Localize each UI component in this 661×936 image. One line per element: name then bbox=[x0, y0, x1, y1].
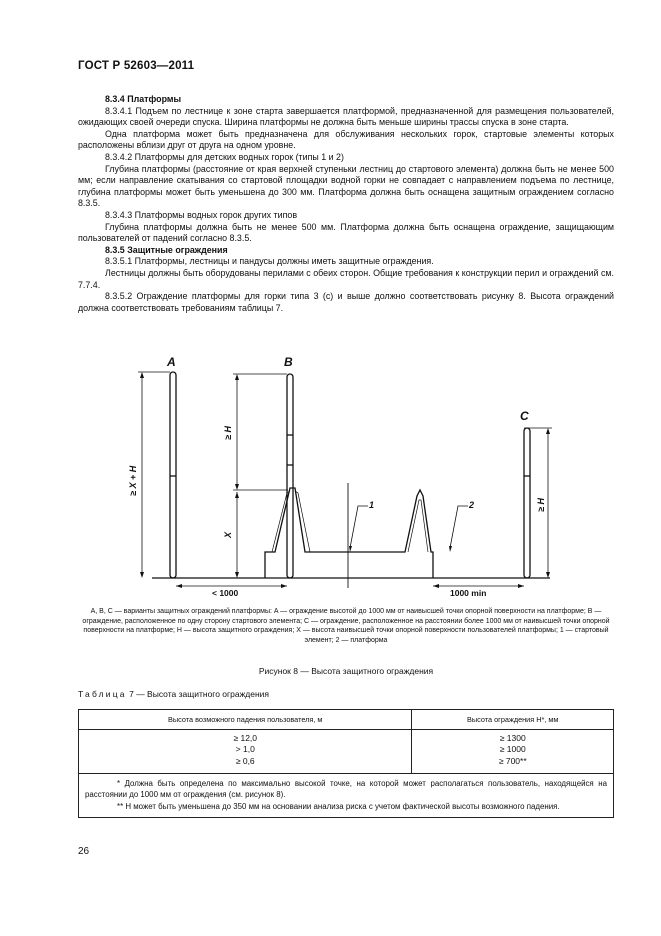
paragraph: 8.3.4.1 Подъем по лестнице к зоне старта завершается платформой, предназначенной для размещения пользователей, ожидающих своей очереди спуска. Ширина платформы не должна быть меньше ширины трассы спуска в зоне старта. bbox=[78, 105, 614, 128]
cell-value: ≥ 12,0 bbox=[233, 733, 258, 743]
paragraph: Лестницы должны быть оборудованы перилами с обеих сторон. Общие требования к конструкции перил и ограждений см. 7.7.4. bbox=[78, 267, 614, 290]
body-text bbox=[78, 94, 614, 314]
label-b: B bbox=[284, 355, 293, 369]
table-caption-label: Таблица bbox=[78, 689, 127, 699]
label-lt-1000: < 1000 bbox=[212, 588, 239, 598]
cell-value: > 1,0 bbox=[235, 744, 255, 755]
column-header: Высота возможного падения пользователя, м bbox=[79, 710, 412, 730]
post-a bbox=[170, 372, 176, 578]
table-footnote: * Должна быть определена по максимально высокой точке, на которой может располагаться пользователь, находящейся на расстоянии до 1000 мм от ограждения (см. рисунок 8). bbox=[85, 779, 607, 800]
label-x: X bbox=[223, 531, 233, 538]
table-cell bbox=[79, 730, 412, 774]
paragraph: Одна платформа может быть предназначена для обслуживания нескольких горок, стартовые элементы которых расположены вблизи друг от друга на одном уровне. bbox=[78, 128, 614, 151]
paragraph: 8.3.5.2 Ограждение платформы для горки типа 3 (с) и выше должно соответствовать рисунку 8. Высота ограждений должна соответствовать требованиям таблицы 7. bbox=[78, 291, 614, 313]
label-x-plus-h: ≥ X + H bbox=[128, 465, 138, 496]
post-c bbox=[524, 428, 530, 578]
label-element-1: 1 bbox=[369, 500, 375, 510]
table-notes bbox=[79, 774, 614, 818]
cell-value: ≥ 0,6 bbox=[235, 755, 255, 766]
label-1000-min: 1000 min bbox=[450, 588, 487, 598]
paragraph: 8.3.5.1 Платформы, лестницы и пандусы должны иметь защитные ограждения. bbox=[105, 256, 434, 267]
figure-caption: Рисунок 8 — Высота защитного ограждения bbox=[258, 666, 434, 676]
section-heading: 8.3.5 Защитные ограждения bbox=[105, 244, 228, 255]
label-h-c: ≥ H bbox=[536, 498, 546, 512]
paragraph: 8.3.4.3 Платформы водных горок других типов bbox=[105, 209, 298, 220]
paragraph: Глубина платформы должна быть не менее 500 мм. Платформа должна быть оснащена ограждение, защищающим пользователей от падений согласно 8.3.5. bbox=[78, 221, 614, 244]
table-caption-title: 7 — Высота защитного ограждения bbox=[129, 689, 269, 699]
table-caption bbox=[78, 689, 269, 699]
platform-outline bbox=[265, 488, 433, 578]
cell-value: ≥ 1000 bbox=[499, 744, 526, 755]
document-header: ГОСТ Р 52603—2011 bbox=[78, 60, 195, 72]
paragraph: Глубина платформы (расстояние от края верхней ступеньки лестниц до стартового элемента) должна быть не менее 500 мм; если направление скатывания со стартовой площадки водной горки не совпадает с направлением подъема по лестнице, глубина платформы может быть уменьшена до 300 мм. Платформа должна быть оснащена защитным ограждением согласно 8.3.5. bbox=[78, 163, 614, 209]
figure-legend: A, B, C — варианты защитных ограждений платформы: A — ограждение высотой до 1000 мм от наивысшей точки опорной поверхности на платформе; B — ограждение, расположенное по одну сторону стартового элемента; C — ограждение, расположенное на расстоянии более 1000 мм от наивысшей точки опорной поверхности на платформе; H — высота защитного ограждения; X — высота наивысшей точки опорной поверхности пользователей платформы; 1 — стартовый элемент; 2 — платформа bbox=[82, 608, 610, 645]
column-header: Высота ограждения H*, мм bbox=[412, 710, 614, 730]
paragraph: 8.3.4.2 Платформы для детских водных горок (типы 1 и 2) bbox=[105, 151, 344, 162]
table-footnote: ** H может быть уменьшена до 350 мм на основании анализа риска с учетом фактической высоты возможного падения. bbox=[117, 801, 560, 811]
post-b bbox=[287, 374, 293, 578]
label-platform-2: 2 bbox=[469, 500, 475, 510]
label-c: C bbox=[520, 409, 529, 423]
table-7 bbox=[78, 709, 614, 818]
label-a: A bbox=[167, 355, 176, 369]
figure-8-diagram bbox=[120, 348, 570, 598]
cell-value: ≥ 1300 bbox=[499, 733, 526, 743]
page-number: 26 bbox=[78, 846, 90, 857]
cell-value: ≥ 700** bbox=[498, 755, 527, 766]
label-h: ≥ H bbox=[223, 426, 233, 440]
table-cell bbox=[412, 730, 614, 774]
section-heading: 8.3.4 Платформы bbox=[105, 94, 182, 104]
